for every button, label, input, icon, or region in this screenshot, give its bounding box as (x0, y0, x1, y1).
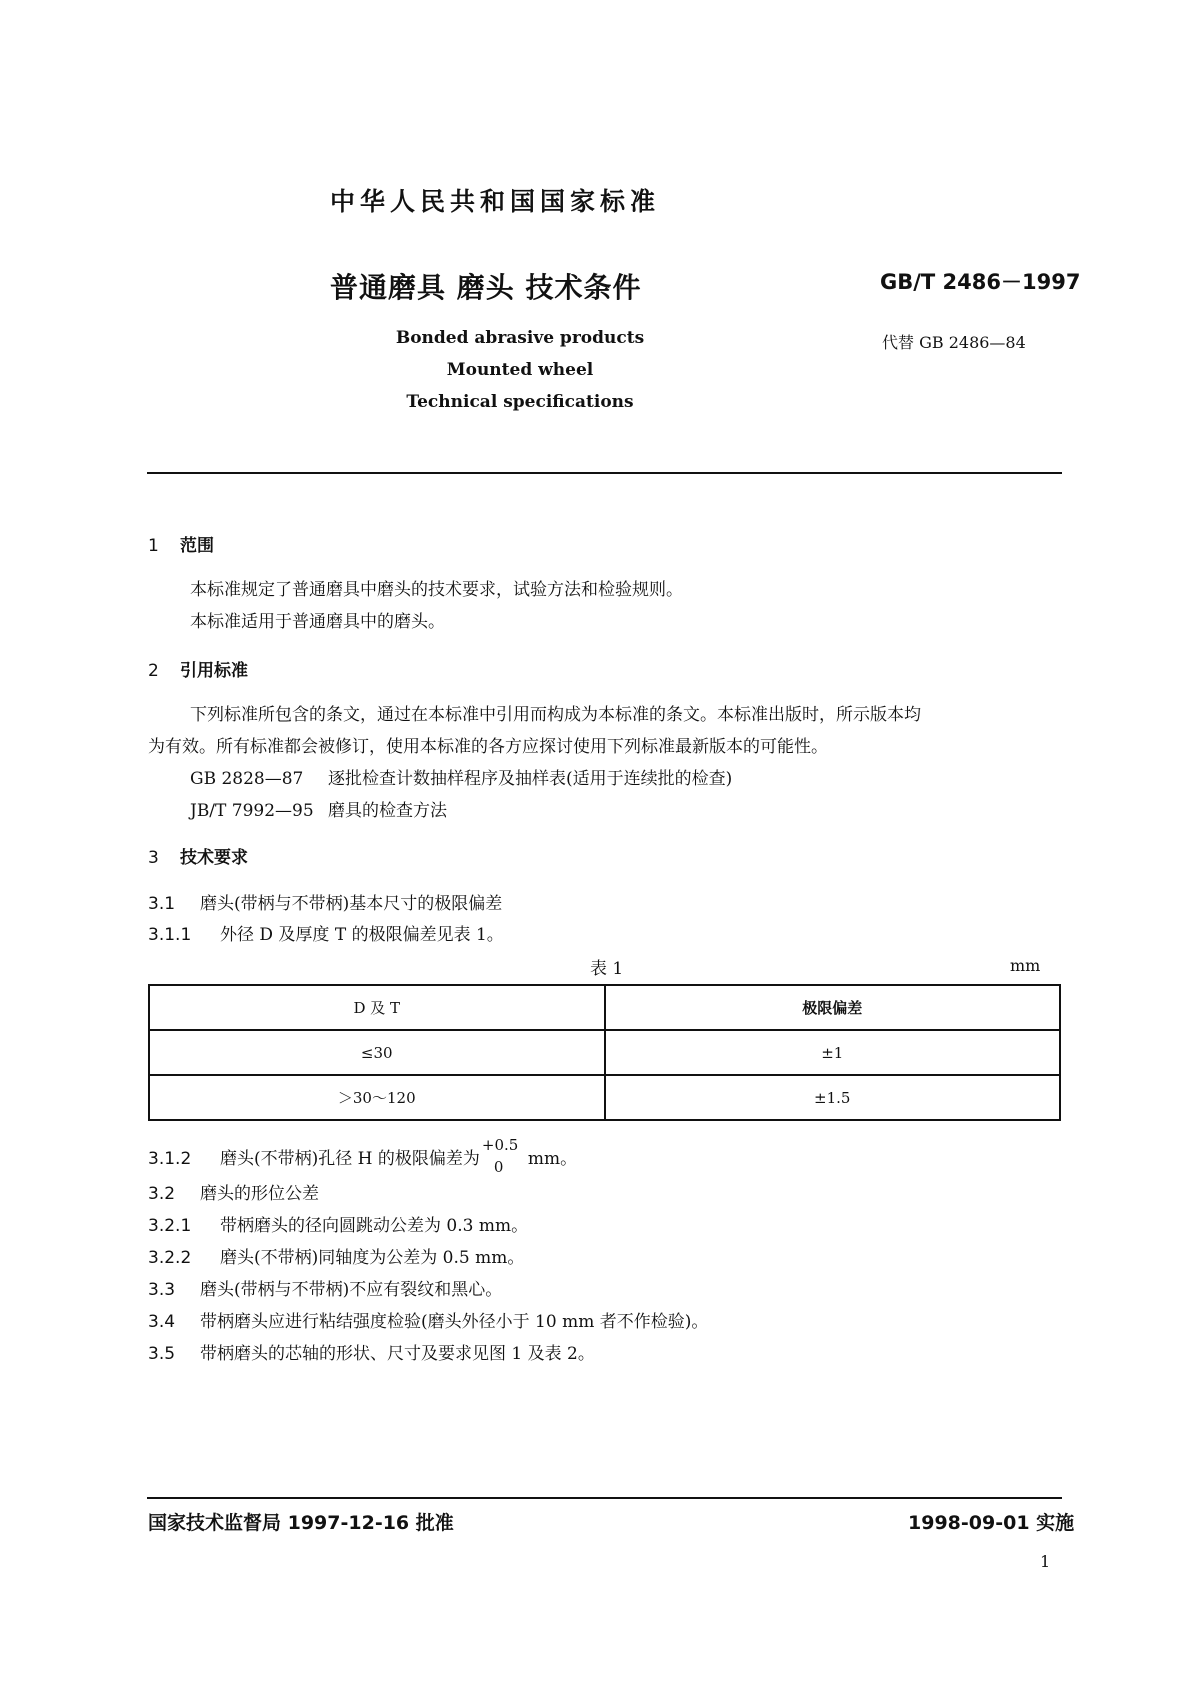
tolerance-value (480, 1135, 528, 1176)
section-title: 技术要求 (180, 848, 248, 868)
table-caption: 表 1 (590, 959, 624, 979)
section-1-paragraph-2: 本标准适用于普通磨具中的磨头。 (190, 612, 445, 632)
table-cell: ±1.5 (605, 1075, 1061, 1120)
reference-item (190, 764, 732, 789)
section-2-heading (148, 656, 248, 681)
section-2-paragraph-line-1: 下列标准所包含的条文，通过在本标准中引用而构成为本标准的条文。本标准出版时，所示版本均 (190, 705, 921, 725)
clause-number: 3.3 (148, 1280, 176, 1300)
clause-text: 带柄磨头的芯轴的形状、尺寸及要求见图 1 及表 2。 (200, 1344, 595, 1364)
clause-3-3 (148, 1275, 502, 1300)
section-number: 2 (148, 661, 159, 681)
table-header-row (149, 985, 1060, 1030)
section-number: 1 (148, 536, 159, 556)
table-header-cell: 极限偏差 (605, 985, 1061, 1030)
clause-text: 磨头的形位公差 (200, 1184, 319, 1204)
clause-3-1-1 (148, 920, 504, 945)
tolerance-upper: +0.5 (481, 1135, 519, 1154)
tolerance-table (148, 984, 1061, 1121)
table-unit: mm (1010, 956, 1041, 975)
clause-3-2-2 (148, 1243, 524, 1268)
clause-3-1-2 (148, 1135, 578, 1176)
clause-text-unit: mm。 (527, 1149, 578, 1169)
clause-3-4 (148, 1307, 708, 1332)
section-1-paragraph-1: 本标准规定了普通磨具中磨头的技术要求，试验方法和检验规则。 (190, 580, 683, 600)
section-title: 范围 (180, 536, 214, 556)
clause-number: 3.4 (148, 1312, 176, 1332)
clause-3-2-1 (148, 1211, 528, 1236)
implementation-date: 1998-09-01 实施 (908, 1512, 1075, 1534)
clause-number: 3.5 (148, 1344, 176, 1364)
table-cell: ＞30～120 (149, 1075, 605, 1120)
clause-text: 磨头(不带柄)同轴度为公差为 0.5 mm。 (220, 1248, 525, 1268)
clause-number: 3.1.2 (148, 1149, 192, 1169)
section-3-heading (148, 843, 248, 868)
table-row (149, 1075, 1060, 1120)
english-title-line-2: Mounted wheel (446, 360, 594, 380)
clause-number: 3.1 (148, 894, 176, 914)
reference-code: JB/T 7992—95 (190, 801, 314, 821)
reference-code: GB 2828—87 (190, 769, 304, 789)
section-title: 引用标准 (180, 661, 248, 681)
table-cell: ±1 (605, 1030, 1061, 1075)
clause-text: 带柄磨头的径向圆跳动公差为 0.3 mm。 (220, 1216, 529, 1236)
footer-divider (147, 1497, 1062, 1499)
clause-number: 3.2.2 (148, 1248, 192, 1268)
english-title-line-1: Bonded abrasive products (395, 328, 645, 348)
clause-text: 磨头(带柄与不带柄)基本尺寸的极限偏差 (200, 894, 503, 914)
english-title-line-3: Technical specifications (406, 392, 634, 412)
approval-info: 国家技术监督局 1997-12-16 批准 (148, 1512, 454, 1534)
replaces-standard: 代替 GB 2486—84 (882, 333, 1026, 352)
national-standard-title: 中华人民共和国国家标准 (330, 187, 661, 216)
tolerance-lower: 0 (493, 1157, 504, 1176)
document-title: 普通磨具 磨头 技术条件 (330, 271, 642, 304)
section-1-heading (148, 531, 214, 556)
standard-number: GB/T 2486－1997 (880, 270, 1081, 294)
table-cell: ≤30 (149, 1030, 605, 1075)
reference-title: 磨具的检查方法 (328, 801, 447, 821)
clause-number: 3.1.1 (148, 925, 192, 945)
reference-item (190, 796, 447, 821)
header-divider (147, 472, 1062, 474)
clause-text: 外径 D 及厚度 T 的极限偏差见表 1。 (220, 925, 504, 945)
clause-3-5 (148, 1339, 595, 1364)
clause-number: 3.2 (148, 1184, 176, 1204)
section-2-paragraph-line-2: 为有效。所有标准都会被修订，使用本标准的各方应探讨使用下列标准最新版本的可能性。 (148, 737, 828, 757)
reference-title: 逐批检查计数抽样程序及抽样表(适用于连续批的检查) (328, 769, 733, 789)
page-number: 1 (1040, 1552, 1051, 1571)
section-number: 3 (148, 848, 159, 868)
clause-3-1 (148, 889, 502, 914)
clause-text: 磨头(带柄与不带柄)不应有裂纹和黑心。 (200, 1280, 503, 1300)
clause-text: 带柄磨头应进行粘结强度检验(磨头外径小于 10 mm 者不作检验)。 (200, 1312, 709, 1332)
clause-number: 3.2.1 (148, 1216, 192, 1236)
table-header-cell: D 及 T (149, 985, 605, 1030)
clause-3-2 (148, 1179, 319, 1204)
clause-text: 磨头(不带柄)孔径 H 的极限偏差为 (220, 1149, 480, 1169)
table-row (149, 1030, 1060, 1075)
